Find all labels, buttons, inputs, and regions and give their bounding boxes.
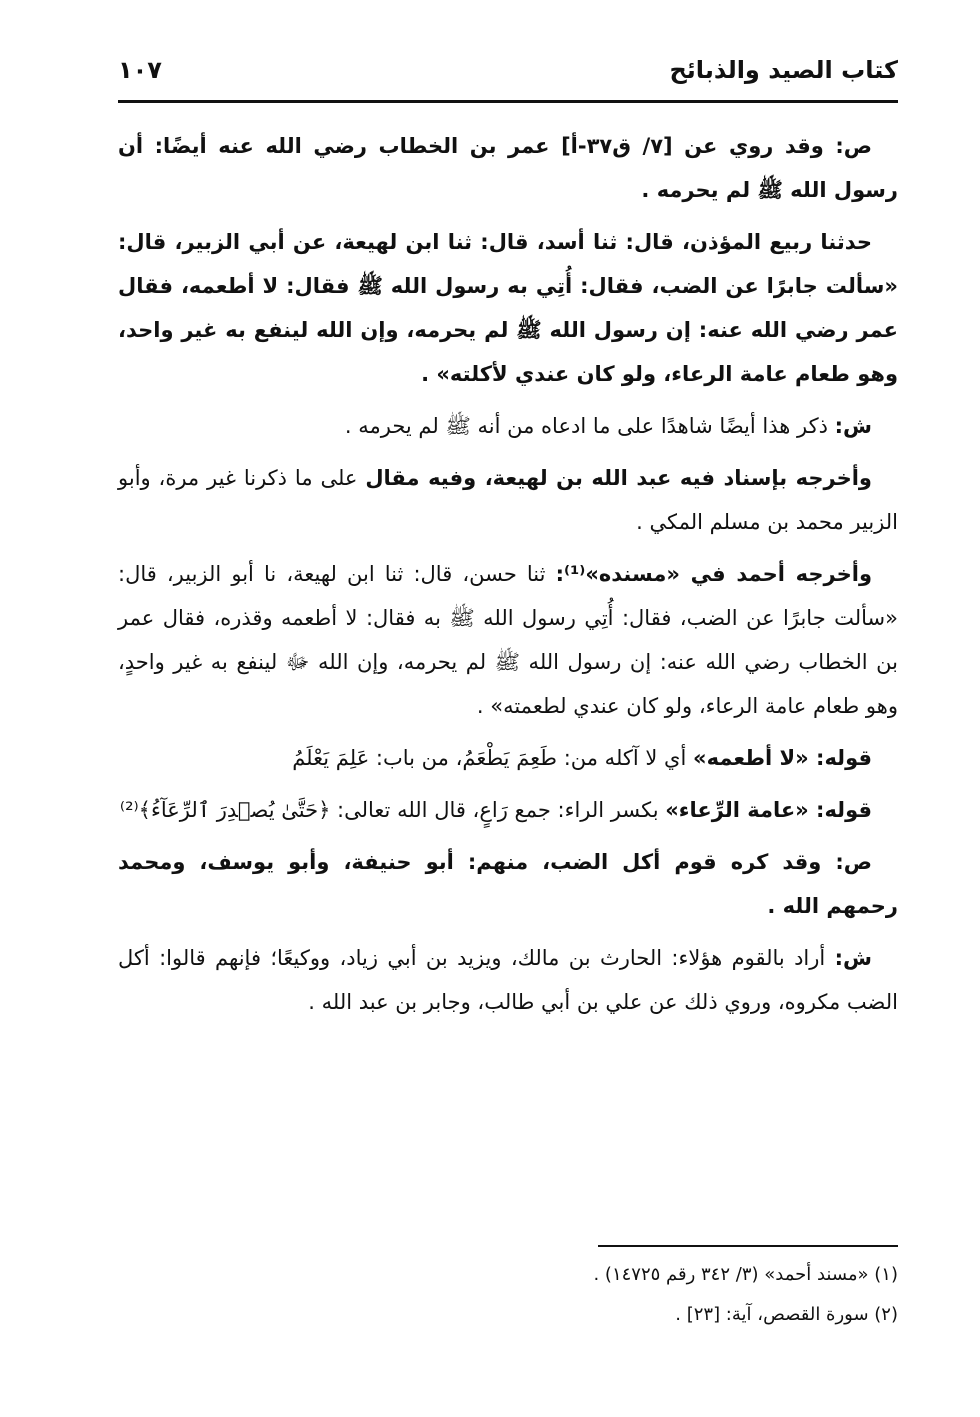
paragraph: ص: وقد كره قوم أكل الضب، منهم: أبو حنيفة، وأبو يوسف، ومحمد رحمهم الله . (118, 850, 898, 918)
footnote: (١) «مسند أحمد» (٣/ ٣٤٢ رقم ١٤٧٢٥) . (593, 1264, 898, 1285)
paragraph: وأخرجه بإسناد فيه عبد الله بن لهيعة، وفيه مقال على ما ذكرنا غير مرة، وأبو الزبير محمد بن مسلم المكي . (118, 466, 898, 534)
running-title: كتاب الصيد والذبائح (669, 56, 898, 84)
paragraph: ص: وقد روي عن [٧/ ق٣٧-أ] عمر بن الخطاب رضي الله عنه أيضًا: أن رسول الله ﷺ لم يحرمه . (118, 134, 898, 202)
paragraph: قوله: «لا أطعمه» أي لا آكله من: طَعِمَ يَطْعَمُ، من باب: عَلِمَ يَعْلَمُ (292, 746, 872, 770)
page-header (118, 52, 898, 98)
page-number: ١٠٧ (118, 56, 162, 84)
paragraph: قوله: «عامة الرِّعاء» بكسر الراء: جمع رَاعٍ، قال الله تعالى: ﴿حَتَّىٰ يُصۡدِرَ ٱلرِّعَآءُ﴾⁽²⁾ (119, 798, 872, 822)
header-rule (118, 100, 898, 103)
footnote: (٢) سورة القصص، آية: [٢٣] . (675, 1304, 898, 1325)
footnote-rule (598, 1245, 898, 1247)
body-text (118, 124, 898, 1032)
paragraph: وأخرجه أحمد في «مسنده»⁽¹⁾: ثنا حسن، قال: ثنا ابن لهيعة، نا أبو الزبير، قال: «سألت جابرًا عن الضب، فقال: أُتِي رسول الله ﷺ به فقال: لا أطعمه وقذره، فقال عمر بن الخطاب رضي الله عنه: إن رسول الله ﷺ لم يحرمه، وإن الله ﷻ لينفع به غير واحدٍ، وهو طعام عامة الرعاء، ولو كان عندي لطعمته» . (118, 562, 898, 718)
paragraph: حدثنا ربيع المؤذن، قال: ثنا أسد، قال: ثنا ابن لهيعة، عن أبي الزبير، قال: «سألت جابرًا عن الضب، فقال: أُتِي به رسول الله ﷺ فقال: لا أطعمه، فقال عمر رضي الله عنه: إن رسول الله ﷺ لم يحرمه، وإن الله لينفع به غير واحد، وهو طعام عامة الرعاء، ولو كان عندي لأكلته» . (118, 230, 898, 386)
paragraph: ش: ذكر هذا أيضًا شاهدًا على ما ادعاه من أنه ﷺ لم يحرمه . (344, 414, 872, 438)
footnotes (118, 1255, 898, 1335)
paragraph: ش: أراد بالقوم هؤلاء: الحارث بن مالك، ويزيد بن أبي زياد، ووكيعًا؛ فإنهم قالوا: أكل الضب مكروه، وروي ذلك عن علي بن أبي طالب، وجابر بن عبد الله . (118, 946, 898, 1014)
